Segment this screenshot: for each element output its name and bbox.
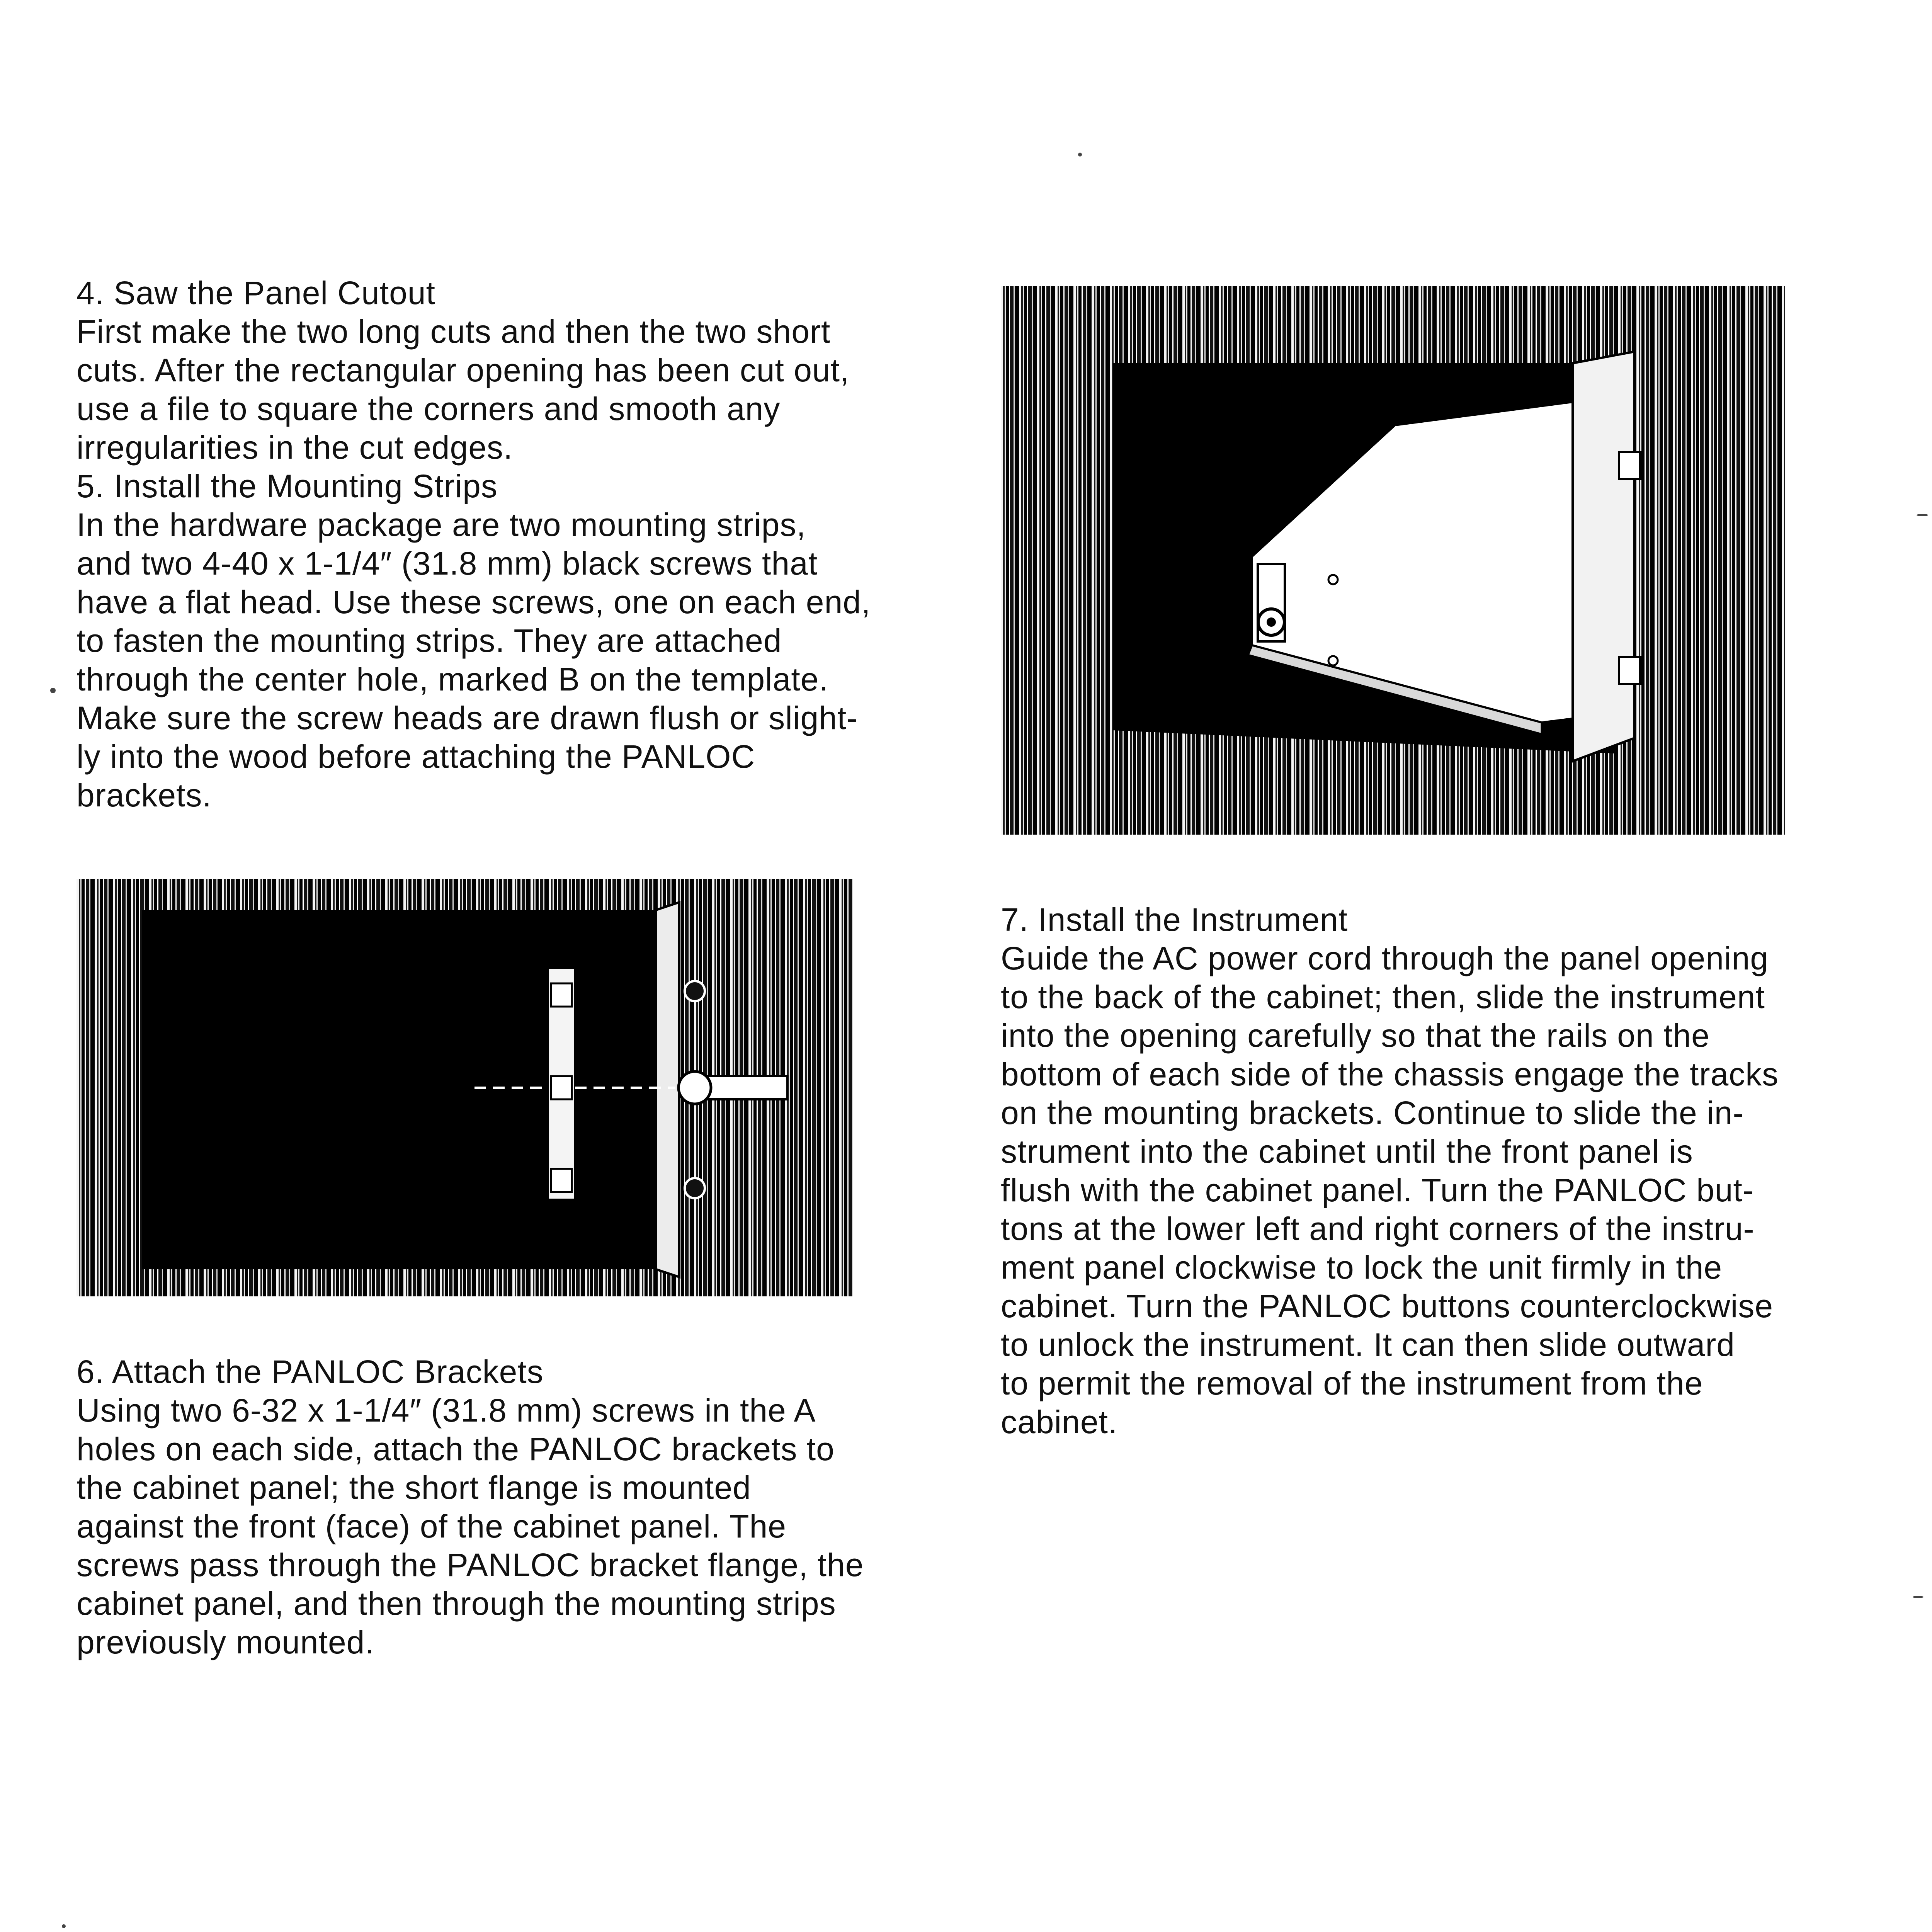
scan-speck	[50, 688, 56, 693]
step-5-line: In the hardware package are two mounting strips,	[77, 507, 806, 543]
bracket-screw-icon	[685, 1178, 705, 1198]
panel-opening	[142, 910, 656, 1269]
step-7-line: flush with the cabinet panel. Turn the PANLOC but-	[1001, 1172, 1754, 1208]
strip-hole-center	[551, 1076, 572, 1099]
scan-speck	[1078, 153, 1082, 156]
instrument-install-illustration	[1001, 286, 1785, 835]
step-6-text	[77, 1352, 896, 1662]
step-7-line: cabinet. Turn the PANLOC buttons counterclockwise	[1001, 1288, 1774, 1324]
bracket-tab-bottom	[1619, 657, 1640, 684]
step-4-heading: 4. Saw the Panel Cutout	[77, 275, 435, 311]
step-7-line: strument into the cabinet until the front panel is	[1001, 1133, 1693, 1170]
scan-speck	[1917, 514, 1928, 516]
step-7-line: bottom of each side of the chassis engage the tracks	[1001, 1056, 1779, 1092]
scan-speck	[62, 1924, 66, 1928]
step-5-line: have a flat head. Use these screws, one on each end,	[77, 584, 871, 620]
strip-hole-bottom	[551, 1169, 572, 1192]
step-5-line: ly into the wood before attaching the PANLOC	[77, 738, 755, 775]
step-6-line: Using two 6-32 x 1-1/4″ (31.8 mm) screws in the A	[77, 1392, 816, 1429]
step-7-line: to unlock the instrument. It can then slide outward	[1001, 1327, 1735, 1363]
step-6-heading: 6. Attach the PANLOC Brackets	[77, 1354, 544, 1390]
step-7-line: cabinet.	[1001, 1404, 1118, 1440]
step-7-heading: 7. Install the Instrument	[1001, 901, 1348, 938]
step-5-line: and two 4-40 x 1-1/4″ (31.8 mm) black screws that	[77, 545, 818, 582]
step-5-heading: 5. Install the Mounting Strips	[77, 468, 498, 504]
step-4-line: cuts. After the rectangular opening has been cut out,	[77, 352, 850, 388]
panloc-button-center-icon	[1267, 617, 1276, 627]
step-5-line: Make sure the screw heads are drawn flush or slight-	[77, 700, 858, 736]
step-7-line: to the back of the cabinet; then, slide the instrument	[1001, 979, 1765, 1015]
step-5-line: through the center hole, marked B on the template.	[77, 661, 828, 697]
step-7-line: ment panel clockwise to lock the unit firmly in the	[1001, 1249, 1723, 1286]
panloc-bracket-drawing	[77, 879, 853, 1296]
step-5-line: to fasten the mounting strips. They are attached	[77, 622, 782, 659]
steps-4-5-text	[77, 274, 896, 815]
screw-head-icon	[679, 1071, 711, 1104]
bracket-tab-top	[1619, 452, 1640, 479]
bracket-screw-icon	[685, 981, 705, 1001]
step-7-line: Guide the AC power cord through the panel opening	[1001, 940, 1769, 976]
step-6-line: against the front (face) of the cabinet panel. The	[77, 1508, 786, 1544]
step-7-line: to permit the removal of the instrument from the	[1001, 1365, 1703, 1401]
panel-edge	[656, 902, 679, 1277]
step-6-line: the cabinet panel; the short flange is mounted	[77, 1469, 751, 1506]
step-5-line: brackets.	[77, 777, 212, 813]
step-7-line: tons at the lower left and right corners of the instru-	[1001, 1211, 1755, 1247]
instrument-install-drawing	[1001, 286, 1785, 835]
step-6-line: holes on each side, attach the PANLOC brackets to	[77, 1431, 835, 1467]
scan-speck	[1913, 1596, 1923, 1598]
step-6-line: cabinet panel, and then through the mounting strips	[77, 1585, 836, 1622]
strip-hole-top	[551, 983, 572, 1007]
panloc-bracket-illustration	[77, 879, 853, 1296]
step-7-text	[1001, 900, 1820, 1441]
step-7-line: into the opening carefully so that the rails on the	[1001, 1017, 1710, 1054]
step-7-line: on the mounting brackets. Continue to slide the in-	[1001, 1095, 1744, 1131]
step-6-line: screws pass through the PANLOC bracket flange, the	[77, 1547, 864, 1583]
cabinet-panel-edge	[1573, 352, 1634, 761]
step-4-line: use a file to square the corners and smooth any	[77, 391, 781, 427]
step-4-line: First make the two long cuts and then the two short	[77, 313, 831, 350]
step-6-line: previously mounted.	[77, 1624, 374, 1660]
step-4-line: irregularities in the cut edges.	[77, 429, 513, 466]
